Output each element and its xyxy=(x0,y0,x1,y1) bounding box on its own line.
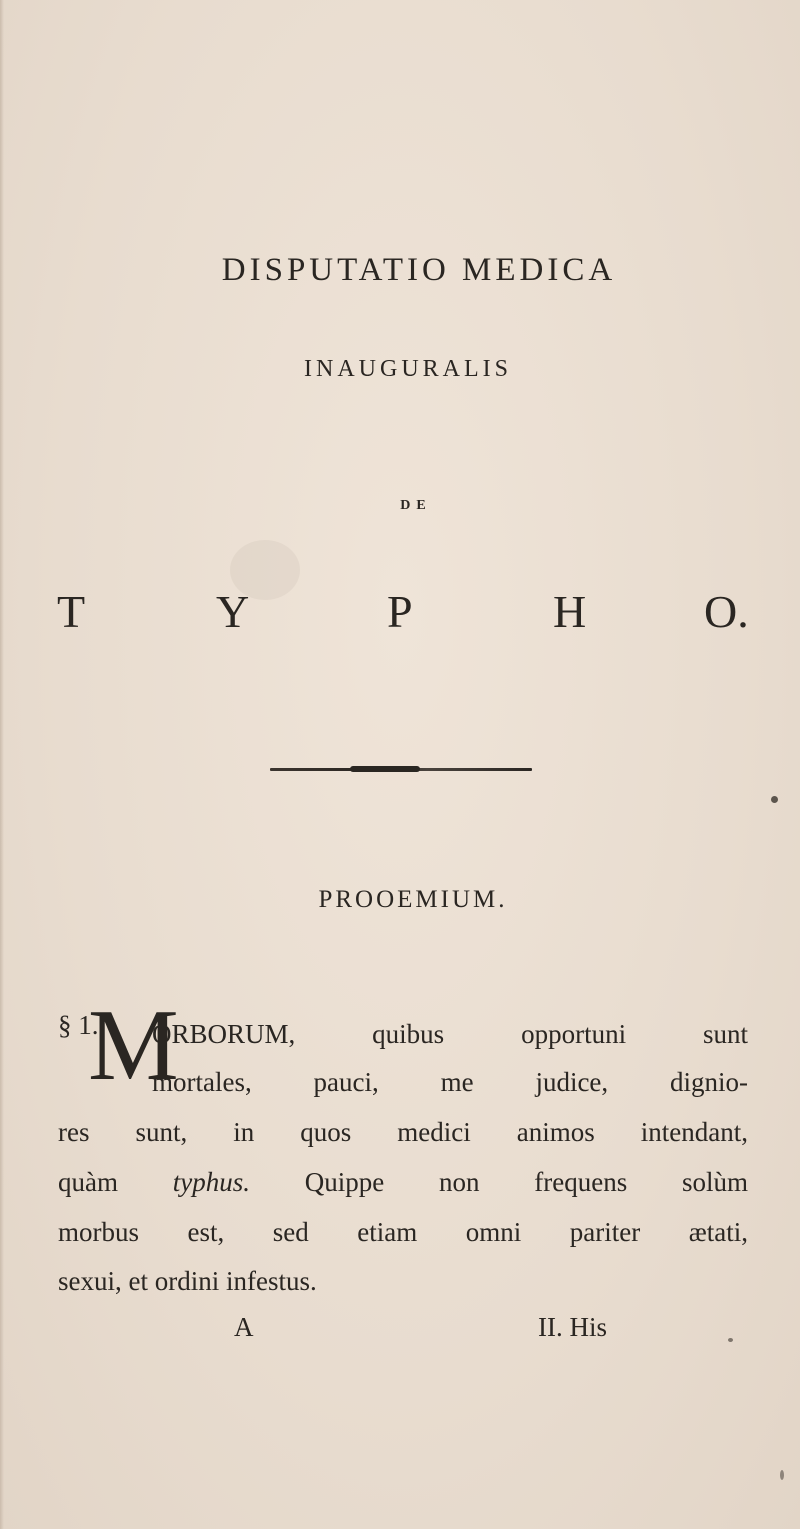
paper-stain xyxy=(230,540,300,600)
paragraph-line: res sunt, in quos medici animos intendant, xyxy=(58,1117,748,1147)
italic-term: typhus. xyxy=(172,1167,250,1197)
paragraph-line: mortales, pauci, me judice, dignio- xyxy=(152,1067,748,1097)
ink-speck xyxy=(728,1338,733,1342)
paragraph-line: ORBORUM, quibus opportuni sunt xyxy=(152,1019,748,1049)
typho-letter-y: Y xyxy=(216,586,250,637)
section-heading: PROOEMIUM. xyxy=(318,886,508,913)
paragraph-line-with-italic xyxy=(58,1162,748,1202)
paragraph-line: morbus est, sed etiam omni pariter ætati, xyxy=(58,1217,748,1247)
typho-letter-h: H xyxy=(553,586,587,637)
title-disputatio-medica: DISPUTATIO MEDICA xyxy=(221,252,617,288)
drop-capital: M xyxy=(88,989,179,1102)
section-number: § 1. xyxy=(58,1010,99,1040)
typho-letter-t: T xyxy=(57,586,86,637)
title-de: DE xyxy=(400,498,432,513)
catchword: II. His xyxy=(538,1312,607,1342)
signature-mark: A xyxy=(234,1312,254,1342)
ink-speck xyxy=(780,1470,784,1480)
paragraph-line: sexui, et ordini infestus. xyxy=(58,1266,317,1296)
typho-letter-o: O. xyxy=(704,586,749,637)
text-segment: quàm xyxy=(58,1167,173,1197)
typho-letter-p: P xyxy=(387,586,413,637)
ink-speck xyxy=(771,796,778,803)
text-segment: Quippe non frequens solùm xyxy=(250,1167,748,1197)
title-inauguralis: INAUGURALIS xyxy=(304,356,512,382)
